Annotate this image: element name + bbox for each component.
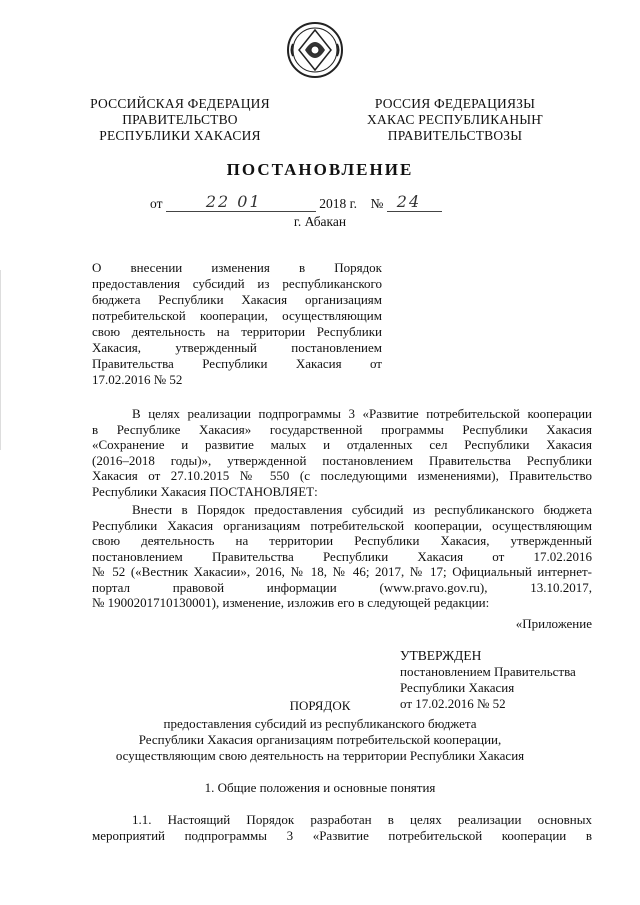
subject-line: свою деятельность на территории Республики <box>92 324 382 339</box>
header-right <box>350 96 560 144</box>
body-line: портал правовой информации (www.pravo.gov.ru), 13.10.2017, <box>92 579 592 595</box>
number-blank <box>387 192 442 212</box>
clause-line: мероприятий подпрограммы 3 «Развитие потребительской кооперации в <box>92 827 592 843</box>
body-line: постановлением Правительства Республики Хакасия от 17.02.2016 <box>92 548 592 564</box>
subject-block <box>92 260 382 388</box>
city: г. Абакан <box>293 214 347 229</box>
approval-line: постановлением Правительства <box>400 664 576 679</box>
body-line: Республики Хакасия организациям потребительской кооперации, осуществляющим <box>92 517 592 533</box>
appendix-label: «Приложение <box>515 616 592 631</box>
section-heading: 1. Общие положения и основные понятия <box>204 780 436 795</box>
handwritten-date: 22 01 <box>205 192 262 211</box>
header-left <box>80 96 280 144</box>
body-line: Внести в Порядок предоставления субсидий из республиканского бюджета <box>132 502 592 517</box>
date-year: 2018 г. <box>319 196 357 211</box>
clause-paragraph <box>92 812 592 843</box>
subject-line: потребительской кооперации, осуществляющим <box>92 308 382 323</box>
approval-heading: УТВЕРЖДЕН <box>400 648 482 663</box>
order-subtitle-line: предоставления субсидий из республиканского бюджета <box>163 716 477 731</box>
preamble-line: (2016–2018 годы)», утвержденной постановлением Правительства Республики <box>92 452 592 468</box>
subject-line: бюджета Республики Хакасия организациям <box>92 292 382 307</box>
subject-line: Хакасия, утвержденный постановлением <box>92 340 382 355</box>
body-paragraph <box>92 502 592 611</box>
order-subtitle-line: Республики Хакасия организациям потребительской кооперации, <box>138 732 502 747</box>
header-right-line: РОССИЯ ФЕДЕРАЦИЯЗЫ <box>374 96 536 111</box>
header-left-line: РОССИЙСКАЯ ФЕДЕРАЦИЯ <box>90 96 270 111</box>
preamble-line: Республики Хакасия ПОСТАНОВЛЯЕТ: <box>92 483 318 499</box>
preamble-line: «Сохранение и развитие малых и отдаленных сел Республики Хакасия <box>92 437 592 452</box>
preamble-line: В целях реализации подпрограммы 3 «Развитие потребительской кооперации <box>132 406 592 421</box>
date-line <box>150 192 530 212</box>
header-left-line: ПРАВИТЕЛЬСТВО <box>122 112 238 127</box>
coat-of-arms-emblem <box>285 20 345 80</box>
date-blank <box>166 192 316 212</box>
subject-line: 17.02.2016 № 52 <box>92 372 183 387</box>
order-subtitle <box>0 716 640 764</box>
approval-line: Республики Хакасия <box>400 680 515 695</box>
preamble-line: в Республике Хакасия» государственной программы Республики Хакасия <box>92 421 592 437</box>
header-right-line: ХАКАС РЕСПУБЛИКАНЫҤ <box>367 112 543 127</box>
body-line: свою деятельность на территории Республики Хакасия, утвержденный <box>92 533 592 548</box>
scan-edge-mark <box>0 270 1 450</box>
order-subtitle-line: осуществляющим свою деятельность на территории Республики Хакасия <box>115 748 525 763</box>
preamble-paragraph <box>92 406 592 499</box>
header-right-line: ПРАВИТЕЛЬСТВОЗЫ <box>387 128 523 143</box>
document-type-title: ПОСТАНОВЛЕНИЕ <box>226 160 414 179</box>
header-left-line: РЕСПУБЛИКИ ХАКАСИЯ <box>99 128 261 143</box>
approval-line: от 17.02.2016 № 52 <box>400 696 506 711</box>
subject-line: Правительства Республики Хакасия от <box>92 356 382 371</box>
handwritten-number: 24 <box>396 192 422 211</box>
subject-line: О внесении изменения в Порядок <box>92 260 382 275</box>
body-line: № 52 («Вестник Хакасии», 2016, № 18, № 46; 2017, № 17; Официальный интернет- <box>92 564 592 579</box>
number-sign: № <box>370 196 384 211</box>
clause-line: 1.1. Настоящий Порядок разработан в целях реализации основных <box>132 812 592 827</box>
subject-line: предоставления субсидий из республиканского <box>92 276 382 291</box>
preamble-line: Хакасия от 27.10.2015 № 550 (с последующими изменениями), Правительство <box>92 468 592 483</box>
order-title: ПОРЯДОК <box>289 698 351 713</box>
body-line: № 1900201710130001), изменение, изложив его в следующей редакции: <box>92 595 490 610</box>
date-prefix: от <box>150 196 163 211</box>
